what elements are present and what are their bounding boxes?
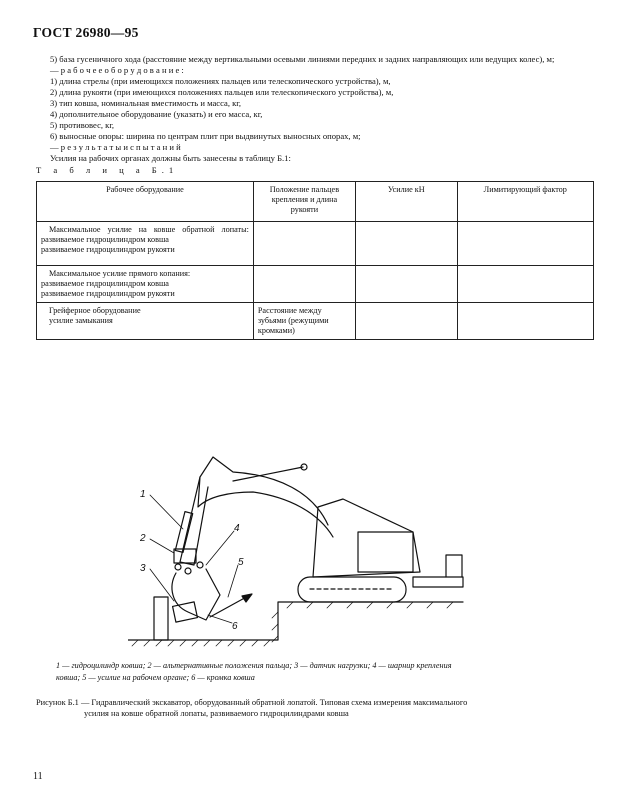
table-cell: Расстояние между зубьями (режущими кромками) — [253, 303, 355, 340]
cab-box — [358, 532, 413, 572]
table-cell — [253, 266, 355, 303]
body-text — [36, 54, 598, 164]
body-line: 5) противовес, кг, — [50, 120, 115, 130]
table-header-cell: Лимитирующий фактор — [457, 182, 593, 222]
table-row — [37, 266, 594, 303]
table-header-cell: Рабочее оборудование — [37, 182, 254, 222]
figure-caption — [36, 697, 596, 719]
figure-label-3: 3 — [140, 563, 146, 574]
table-cell — [37, 222, 254, 266]
arm — [180, 477, 208, 565]
figure-label-5: 5 — [238, 557, 244, 568]
table-header-cell: Положение пальцев крепления и длина рукояти — [253, 182, 355, 222]
cell-line: развиваемое гидроцилиндром рукояти — [41, 245, 175, 254]
legend-line: 1 — гидроцилиндр ковша; 2 — альтернативные положения пальца; 3 — датчик нагрузки; 4 — шарнир крепления — [56, 661, 452, 670]
load-sensor-post — [154, 597, 168, 640]
table-row — [37, 222, 594, 266]
load-sensor — [173, 602, 198, 622]
boom-cylinder — [233, 467, 303, 481]
table-row — [37, 303, 594, 340]
caption-line: усилия на ковше обратной лопаты, развиваемого гидроцилиндрами ковша — [84, 709, 349, 718]
table-cell — [457, 266, 593, 303]
rear-frame — [413, 577, 463, 587]
figure-label-6: 6 — [232, 621, 238, 632]
table-cell — [253, 222, 355, 266]
body-line: — р е з у л ь т а т ы и с п ы т а н и й — [50, 142, 181, 152]
page-number: 11 — [33, 771, 43, 782]
legend-line: ковша; 5 — усилие на рабочем органе; 6 — кромка ковша — [56, 673, 255, 682]
excavator-body — [313, 499, 420, 577]
table-cell — [355, 266, 457, 303]
cell-line: развиваемое гидроцилиндром ковша — [41, 279, 169, 288]
cell-line: Грейферное оборудование — [49, 306, 141, 315]
table-cell — [37, 303, 254, 340]
figure-legend — [56, 660, 576, 684]
table-header-cell: Усилие кН — [355, 182, 457, 222]
body-line: 4) дополнительное оборудование (указать) и его масса, кг, — [50, 109, 263, 119]
rear-support — [446, 555, 462, 577]
figure-label-4: 4 — [234, 523, 240, 534]
table-cell — [355, 222, 457, 266]
table-cell — [457, 222, 593, 266]
table-cell — [457, 303, 593, 340]
body-line: 5) база гусеничного хода (расстояние между вертикальными осевыми линиями передних и задних направляющих или ведущих колес), м; — [50, 54, 555, 64]
body-line: 1) длина стрелы (при имеющихся положениях пальцев или телескопического устройства), м, — [50, 76, 391, 86]
table-caption: Т а б л и ц а Б.1 — [36, 165, 179, 175]
cell-line: усилие замыкания — [49, 316, 113, 325]
cell-line: развиваемое гидроцилиндром рукояти — [41, 289, 175, 298]
figure-label-1: 1 — [140, 489, 146, 500]
excavator-figure — [128, 437, 468, 647]
body-line: 2) длина рукояти (при имеющихся положениях пальцев или телескопического устройства), м, — [50, 87, 394, 97]
cell-line: развиваемое гидроцилиндром ковша — [41, 235, 169, 244]
cell-line: Максимальное усилие на ковше обратной лопаты: — [49, 225, 249, 234]
body-line: 6) выносные опоры: ширина по центрам плит при выдвинутых выносных опорах, м; — [50, 131, 361, 141]
forces-table — [36, 181, 594, 340]
body-line: Усилия на рабочих органах должны быть занесены в таблицу Б.1: — [50, 153, 291, 163]
boom — [198, 457, 333, 537]
figure-label-2: 2 — [140, 533, 146, 544]
body-line: — р а б о ч е е о б о р у д о в а н и е : — [50, 65, 184, 75]
table-cell — [37, 266, 254, 303]
table-header-row — [37, 182, 594, 222]
caption-line: Рисунок Б.1 — Гидравлический экскаватор, оборудованный обратной лопатой. Типовая схема измерения максимального — [36, 698, 468, 707]
page-header-title: ГОСТ 26980—95 — [33, 25, 139, 40]
body-line: 3) тип ковша, номинальная вместимость и масса, кг, — [50, 98, 242, 108]
ground-line — [128, 602, 463, 640]
cell-line: Максимальное усилие прямого копания: — [49, 269, 191, 278]
table-cell — [355, 303, 457, 340]
force-arrowhead — [242, 594, 252, 602]
